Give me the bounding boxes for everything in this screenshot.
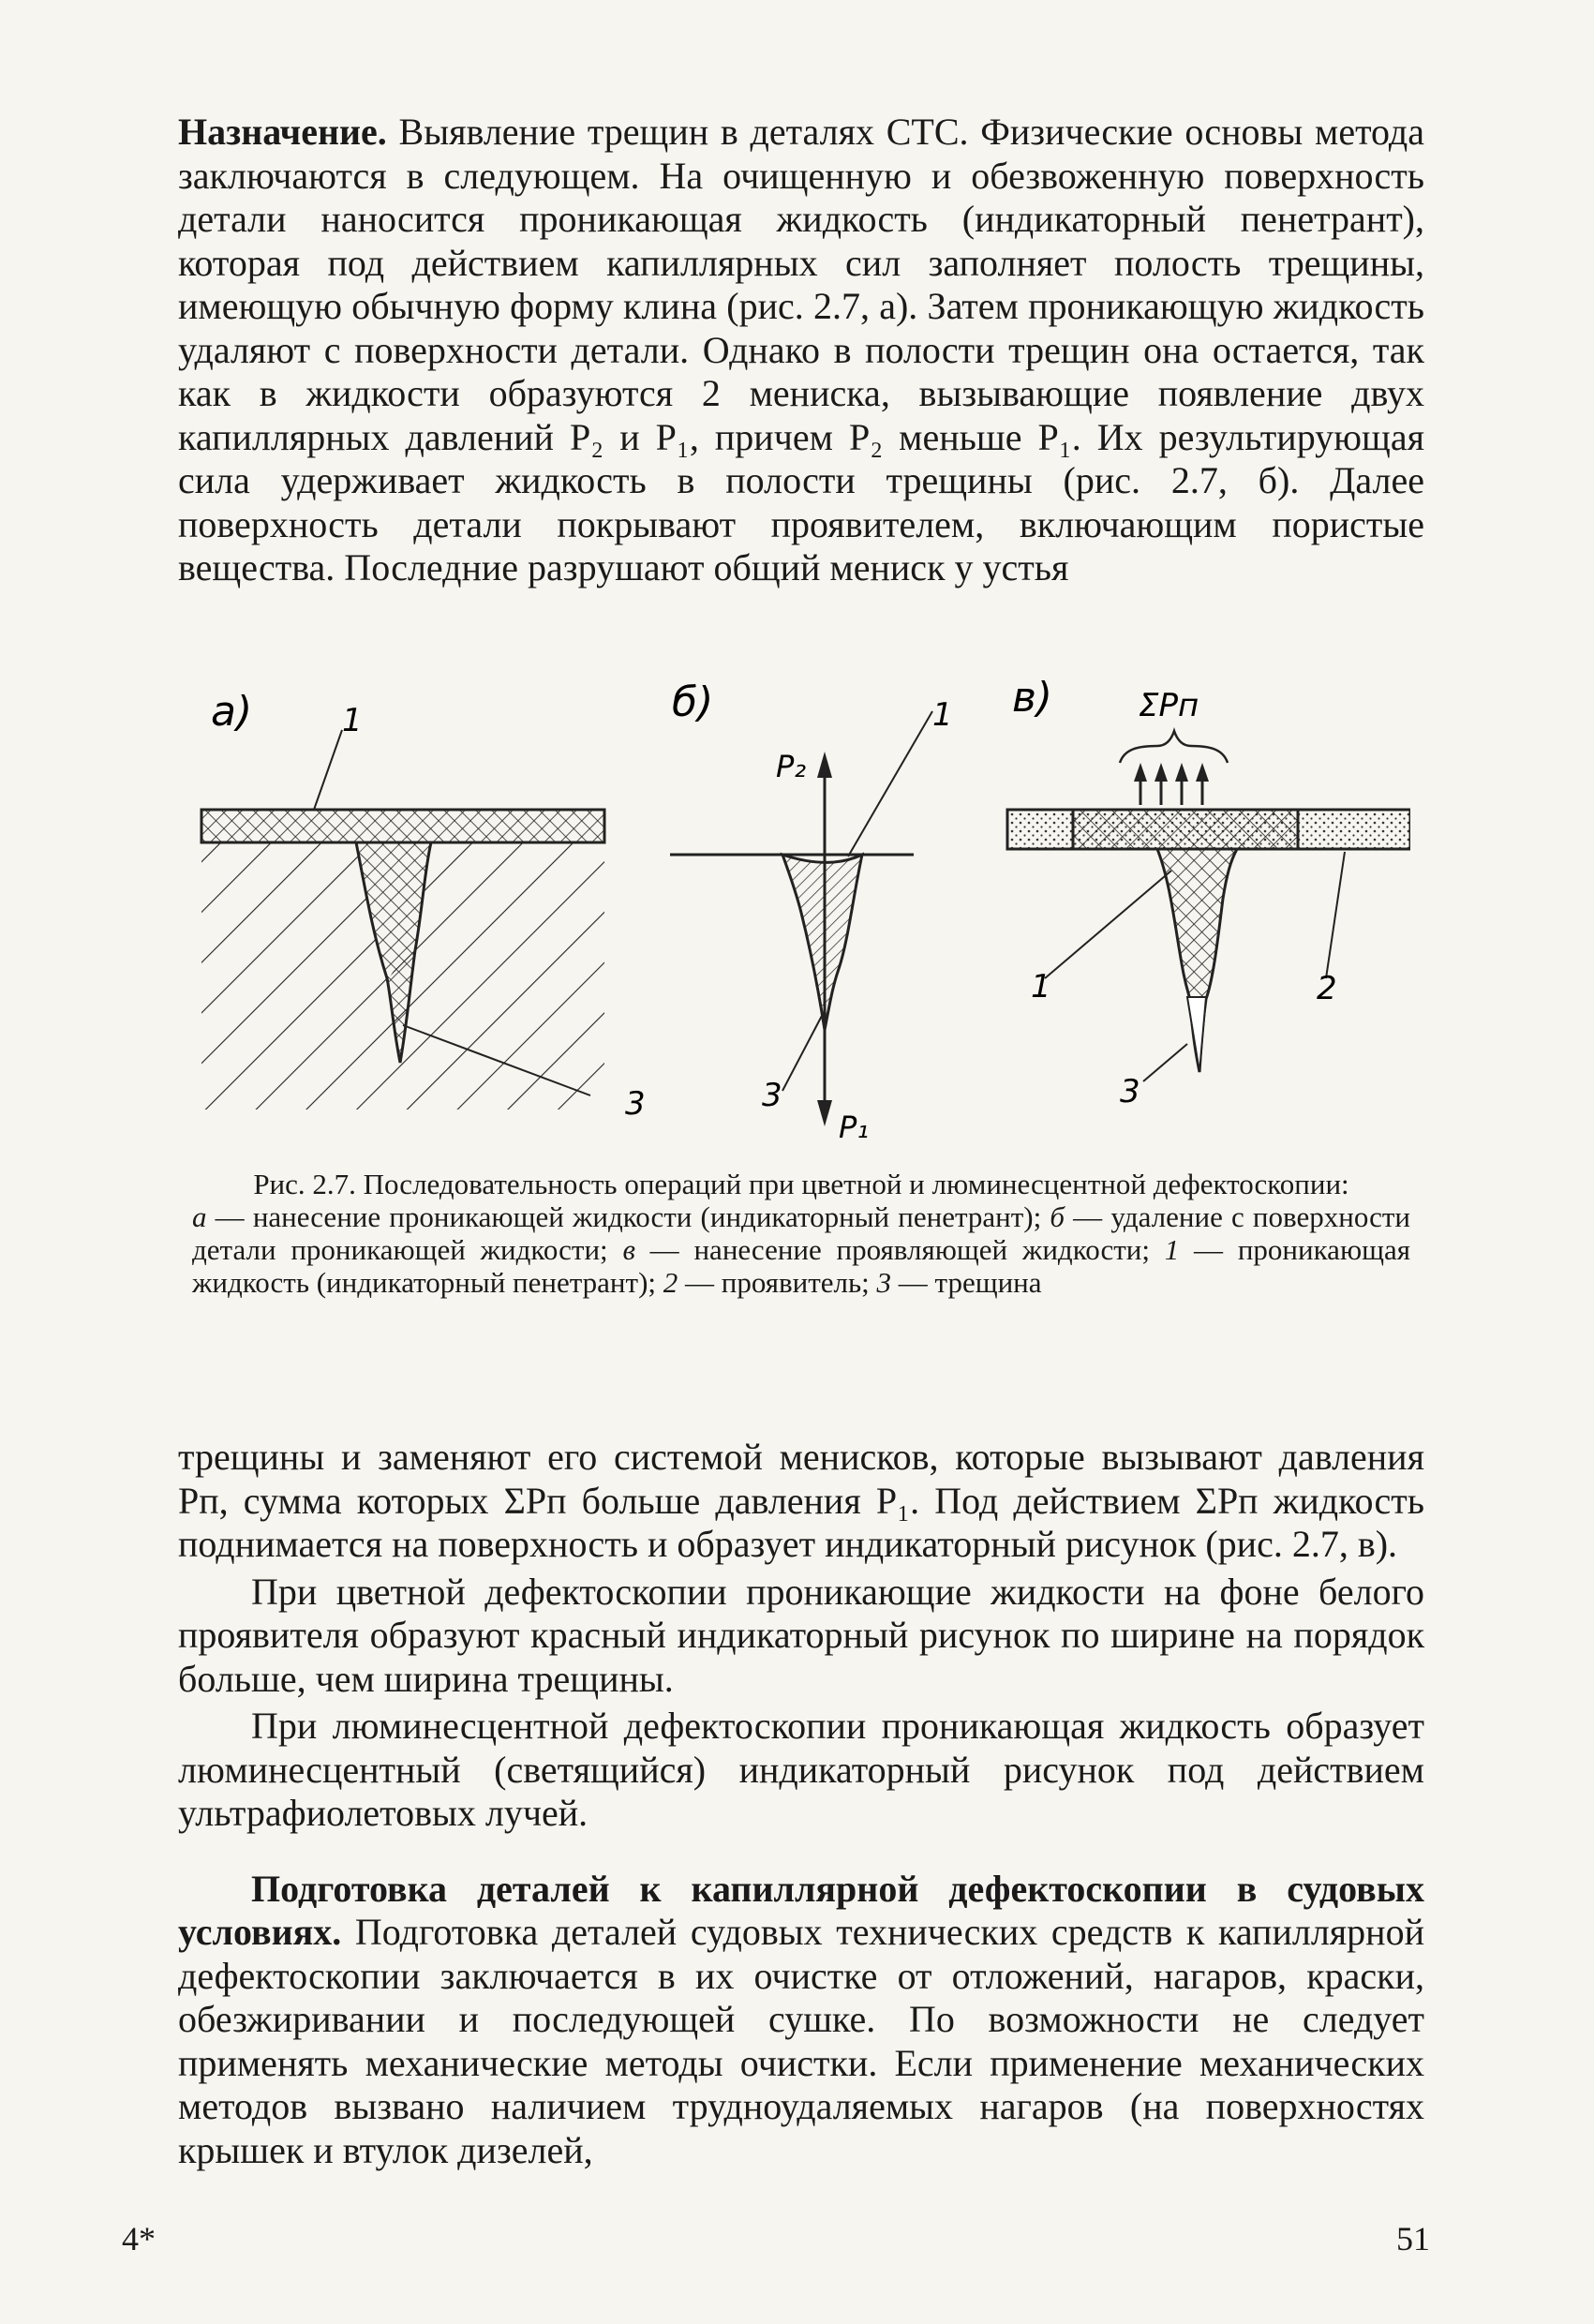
caption-title: Рис. 2.7. Последовательность операций при цветной и люминесцентной дефектоскопии: — [253, 1168, 1349, 1200]
paragraph-continuation: трещины и заменяют его системой менисков, которые вызывают давления Pп, сумма которых ΣPп больше давления P₁. Под действием ΣPп жидкость поднимается на поверхность и образует индикаторный рисунок (рис. 2.7, в). — [178, 1436, 1424, 1565]
page-number: 51 — [1396, 2220, 1430, 2257]
figure-diagram — [192, 669, 1410, 1156]
panel-c-label-2: 2 — [1317, 970, 1337, 1007]
panel-b-letter: б) — [672, 678, 714, 726]
panel-b-force-up: P₂ — [776, 749, 807, 784]
panel-a-label-1: 1 — [342, 702, 363, 739]
bottom-text — [178, 1436, 1424, 2172]
paragraph-preparation — [178, 1868, 1424, 2173]
paragraph-color-method: При цветной дефектоскопии проникающие жидкости на фоне белого проявителя образуют красный индикаторный рисунок по ширине на порядок больше, чем ширина трещины. — [178, 1570, 1424, 1700]
purpose-body: Выявление трещин в деталях СТС. Физические основы метода заключаются в следующем. На очищенную и обезвоженную поверхность детали наносится проникающая жидкость (индикаторный пенетрант), которая под действием капиллярных сил заполняет полость трещины, имеющую обычную форму клина (рис. 2.7, а). Затем проникающую жидкость удаляют с поверхности детали. Однако в полости трещин она остается, так как в жидкости образуются 2 мениска, вызывающие появление двух капиллярных давлений P₂ и P₁, причем P₂ меньше P₁. Их результирующая сила удерживает жидкость в полости трещины (рис. 2.7, б). Далее поверхность детали покрывают проявителем, включающим пористые вещества. Последние разрушают общий мениск у устья — [178, 111, 1424, 588]
panel-a-label-3: 3 — [625, 1085, 646, 1123]
preparation-body: Подготовка деталей судовых технических средств к капиллярной дефектоскопии заключается в их очистке от отложений, нагаров, краски, обезжиривании и последующей сушке. По возможности не следует применять механические методы очистки. Если применение механических методов вызвано наличием трудноудаляемых нагаров (на поверхностях крышек и втулок дизелей, — [178, 1911, 1424, 2171]
purpose-heading: Назначение. — [178, 111, 387, 153]
panel-c-letter: в) — [1012, 674, 1053, 722]
caption-body: а — нанесение проникающей жидкости (индикаторный пенетрант); б — удаление с поверхности детали проникающей жидкости; в — нанесение проявляющей жидкости; 1 — проникающая жидкость (индикаторный пенетрант); 2 — проявитель; 3 — трещина — [192, 1200, 1410, 1299]
panel-c-arrows — [1134, 763, 1209, 805]
panel-b-force-down: P₁ — [839, 1110, 870, 1145]
panel-b-label-1: 1 — [932, 696, 953, 734]
panel-a — [201, 688, 646, 1123]
panel-a-letter: а) — [211, 688, 253, 736]
panel-c-label-1: 1 — [1031, 968, 1051, 1006]
panel-b — [670, 678, 953, 1145]
top-paragraph — [178, 111, 1424, 590]
figure-2-7 — [192, 669, 1410, 1156]
panel-c-label-3: 3 — [1120, 1073, 1140, 1110]
figure-caption — [192, 1168, 1410, 1299]
signature-mark: 4* — [122, 2220, 156, 2257]
paragraph-luminescent-method: При люминесцентной дефектоскопии проникающая жидкость образует люминесцентный (светящийся) индикаторный рисунок под действием ультрафиолетовых лучей. — [178, 1705, 1424, 1834]
panel-c-sum-label: ΣPп — [1139, 687, 1199, 724]
panel-c — [1007, 674, 1410, 1110]
preparation-heading: Подготовка деталей к капиллярной дефектоскопии в судовых условиях. — [178, 1867, 1424, 1953]
panel-b-label-3: 3 — [762, 1077, 782, 1114]
